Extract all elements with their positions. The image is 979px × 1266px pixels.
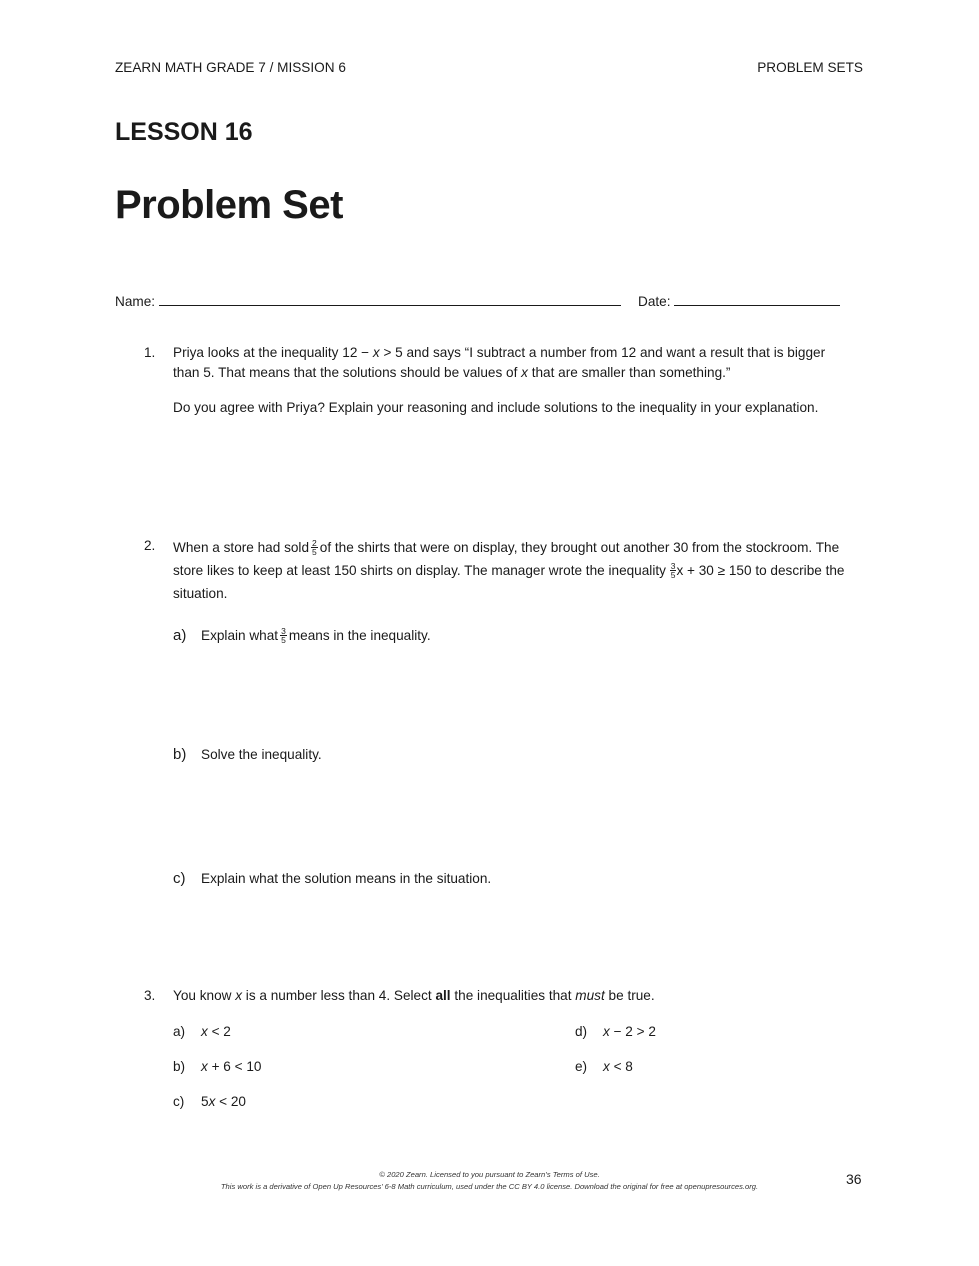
numerator: 2	[312, 537, 317, 548]
q1-var: x	[372, 345, 380, 360]
name-line[interactable]	[159, 293, 621, 306]
option-var: x	[603, 1059, 610, 1074]
lesson-label: LESSON 16	[115, 118, 253, 146]
q2c-text: Explain what the solution means in the situation.	[201, 871, 492, 886]
option-b[interactable]	[173, 1059, 261, 1074]
q3-bold: all	[435, 988, 451, 1003]
q3-text: the inequalities that	[450, 988, 576, 1003]
q2-text: of the shirts that were on display, they brought out another 30 from the stockroom. The store likes to keep at least 150 shirts on display. The manager wrote the inequality	[173, 540, 840, 578]
denominator: 5	[670, 569, 676, 580]
page-title: Problem Set	[115, 183, 343, 227]
question-2c	[173, 870, 491, 887]
question-1-prompt: Do you agree with Priya? Explain your reasoning and include solutions to the inequality in your explanation.	[173, 400, 819, 415]
question-3-number: 3.	[144, 988, 156, 1003]
option-var: x	[201, 1059, 208, 1074]
option-post: < 2	[207, 1024, 231, 1039]
q1-text: > 5 and says “I subtract a number from 12 and want a result that is bigger than 5. That means that the solutions should be values of	[173, 345, 826, 380]
numerator: 3	[281, 625, 286, 636]
option-label: c)	[173, 1094, 185, 1109]
q1-text: that are smaller than something.”	[527, 365, 731, 380]
option-post: < 20	[215, 1094, 246, 1109]
q2a-text: means in the inequality.	[288, 628, 431, 643]
option-a[interactable]	[173, 1024, 231, 1039]
question-3-text	[173, 986, 853, 1006]
option-post: + 6 < 10	[207, 1059, 262, 1074]
fraction-2-5	[311, 539, 318, 556]
question-2-text	[173, 536, 853, 605]
q3-text: be true.	[604, 988, 655, 1003]
q3-text: is a number less than 4. Select	[242, 988, 436, 1003]
q1-text: Priya looks at the inequality 12 −	[173, 345, 373, 360]
page-number: 36	[846, 1171, 862, 1187]
fraction-3-5	[280, 627, 287, 644]
question-1-number: 1.	[144, 345, 156, 360]
option-var: x	[208, 1094, 216, 1109]
part-label: a)	[173, 627, 187, 644]
q3-italic: must	[575, 988, 605, 1003]
option-label: b)	[173, 1059, 186, 1074]
numerator: 3	[670, 560, 676, 571]
part-label: c)	[173, 870, 186, 887]
question-1-text	[173, 343, 853, 383]
date-label: Date:	[638, 294, 671, 309]
denominator: 5	[312, 546, 317, 557]
option-post: − 2 > 2	[609, 1024, 656, 1039]
option-d[interactable]	[575, 1024, 656, 1039]
option-label: d)	[575, 1024, 588, 1039]
q2a-text: Explain what	[201, 628, 279, 643]
denominator: 5	[281, 634, 286, 645]
header-section: PROBLEM SETS	[757, 60, 863, 75]
option-var: x	[603, 1024, 610, 1039]
header-course: ZEARN MATH GRADE 7 / MISSION 6	[115, 60, 346, 75]
option-label: a)	[173, 1024, 186, 1039]
option-label: e)	[575, 1059, 588, 1074]
q2-text: When a store had sold	[173, 540, 310, 555]
option-c[interactable]	[173, 1094, 246, 1109]
part-label: b)	[173, 746, 187, 763]
name-field[interactable]	[115, 293, 621, 309]
date-field[interactable]	[638, 293, 840, 309]
q3-text: You know	[173, 988, 236, 1003]
date-line[interactable]	[674, 293, 840, 306]
question-2b	[173, 746, 322, 763]
question-2a	[173, 627, 431, 645]
q1-var: x	[521, 365, 528, 380]
q2-text: x + 30 ≥ 150 to describe the situation.	[173, 563, 845, 601]
footer-license: © 2020 Zearn. Licensed to you pursuant to Zearn’s Terms of Use.	[379, 1170, 600, 1179]
option-var: x	[201, 1024, 208, 1039]
q3-var: x	[235, 988, 243, 1003]
question-2-number: 2.	[144, 538, 156, 553]
fraction-3-5	[670, 562, 677, 579]
option-post: < 8	[609, 1059, 633, 1074]
q2b-text: Solve the inequality.	[201, 747, 322, 762]
option-pre: 5	[201, 1094, 209, 1109]
name-label: Name:	[115, 294, 156, 309]
footer-attribution: This work is a derivative of Open Up Resources’ 6-8 Math curriculum, used under the CC BY 4.0 license. Download the original for free at openupresources.org.	[220, 1182, 759, 1191]
option-e[interactable]	[575, 1059, 633, 1074]
